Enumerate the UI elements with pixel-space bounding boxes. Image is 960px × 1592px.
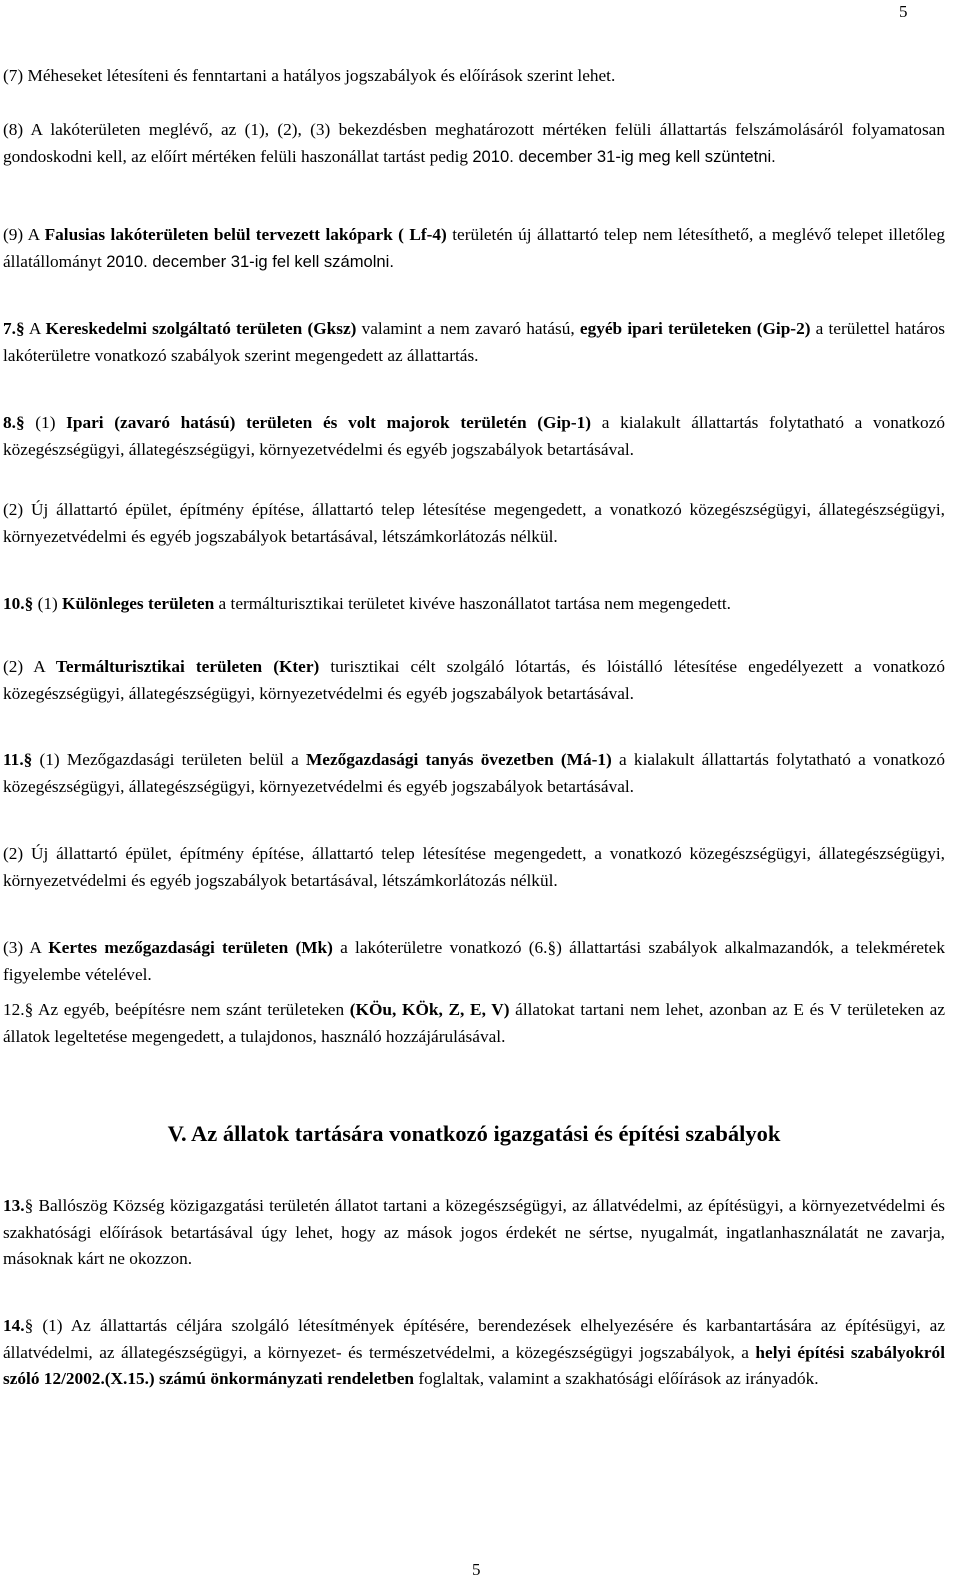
section-7-zone-gip2: egyéb ipari területeken (Gip-2) (579, 319, 811, 338)
chapter-heading: V. Az állatok tartására vonatkozó igazgatási és építési szabályok (167, 1121, 781, 1146)
section-14-number: 14. (3, 1316, 25, 1335)
section-11-zone-ma1: Mezőgazdasági tanyás övezetben (Má-1) (305, 750, 612, 769)
section-7-text-a: A (24, 319, 46, 338)
section-sign: § (23, 750, 33, 769)
section-sign: § (15, 413, 25, 432)
section-7-number: 7. (3, 319, 16, 338)
section-8-text-c: a kialakult állattartás folytatható a vonatkozó közegészségügyi, állategészségügyi, környezetvédelmi és egyéb jogszabályok betartásával. (3, 413, 945, 459)
section-11-3-text-d: ) állattartási szabályok alkalmazandók, a telekméretek figyelembe vételével. (3, 938, 945, 984)
section-10-paragraph-2 (3, 654, 945, 707)
section-12 (3, 997, 945, 1050)
section-14 (3, 1313, 945, 1393)
section-13-text: Ballószög Község közigazgatási területén állatot tartani a közegészségügyi, az állatvédelmi, az építésügyi, a környezetvédelmi és szakhatósági előírások betartásával úgy lehet, hogy az mások jogos érdekét ne sértse, nyugalmát, ingatlanhasználatát ne zavarja, másoknak kárt ne okozzon. (3, 1196, 945, 1269)
section-11-3-text-c: a lakóterületre vonatkozó (6. (332, 938, 548, 957)
section-14-text-a: (1) Az állattartás céljára szolgáló létesítmények építésére, berendezések elhelyezésére és karbantartására az építésügyi, az állatvédelmi, az állategészségügyi, a környezet- és természetvédelmi, a közegészségügyi jogszabályok, a (3, 1316, 945, 1362)
section-11-3-text-a: (3) A (3, 938, 49, 957)
section-7-text-c: valamint a nem zavaró hatású, (356, 319, 580, 338)
section-10-2-text-a: (2) A (3, 657, 56, 676)
paragraph-9-zone: Falusias lakóterületen belül tervezett lakópark ( Lf-4) (44, 225, 447, 244)
section-14-regulation: helyi építési szabályokról szóló 12/2002.(X.15.) számú önkormányzati rendeletben (3, 1342, 945, 1389)
page-number-top: 5 (899, 2, 908, 21)
section-sign: § (547, 938, 557, 957)
section-7-text-e: a területtel határos lakóterületre vonatkozó szabályok szerint megengedett az állattartás. (3, 319, 945, 365)
section-11-3-zone-mk: Kertes mezőgazdasági területen (Mk) (48, 938, 333, 957)
section-7 (3, 316, 945, 369)
section-11-number: 11. (3, 750, 24, 769)
section-12-zones: (KÖu, KÖk, Z, E, V) (349, 1000, 510, 1019)
paragraph-9-deadline: 2010. december 31-ig fel kell számolni. (106, 251, 394, 271)
section-11-paragraph-2: (2) Új állattartó épület, építmény építése, állattartó telep létesítése megengedett, a vonatkozó közegészségügyi, állategészségügyi, környezetvédelmi és egyéb jogszabályok betartásával, létszámkorlátozás nélkül. (3, 844, 945, 890)
paragraph-9-text-a: (9) A (3, 225, 45, 244)
paragraph-9 (3, 222, 945, 275)
page-number-bottom: 5 (472, 1560, 481, 1579)
section-12-text-c: állatokat tartani nem lehet, azonban az E és V területeken az állatok legeltetése megengedett, a tulajdonos, használó hozzájárulásával. (3, 1000, 945, 1046)
section-10-2-zone-kter: Termálturisztikai területen (Kter) (55, 657, 320, 676)
paragraph-7: (7) Méheseket létesíteni és fenntartani a hatályos jogszabályok és előírások szerint lehet. (3, 66, 616, 85)
section-10-2-text-c: turisztikai célt szolgáló lótartás, és lóistálló létesítése engedélyezett a vonatkozó közegészségügyi, állategészségügyi, környezetvédelmi és egyéb jogszabályok betartásával. (3, 657, 945, 703)
section-12-text-a: Az egyéb, beépítésre nem szánt területeken (33, 1000, 350, 1019)
section-11-text-c: a kialakult állattartás folytatható a vonatkozó közegészségügyi, állategészségügyi, környezetvédelmi és egyéb jogszabályok betartásával. (3, 750, 945, 796)
section-11-text-a: (1) Mezőgazdasági területen belül a (32, 750, 306, 769)
section-12-number: 12. (3, 1000, 25, 1019)
paragraph-8-text: (8) A lakóterületen meglévő, az (1), (2), (3) bekezdésben meghatározott mértéken felüli állattartás felszámolásáról folyamatosan gondoskodni kell, az előírt mértéken felüli haszonállat tartást pedig (3, 120, 945, 166)
section-7-zone-gksz: Kereskedelmi szolgáltató területen (Gksz) (45, 319, 357, 338)
section-sign: § (24, 1000, 34, 1019)
section-8-text-a: (1) (24, 413, 67, 432)
section-13-number: 13. (3, 1196, 25, 1215)
section-sign: § (24, 594, 34, 613)
section-10 (3, 591, 945, 618)
section-10-number: 10. (3, 594, 25, 613)
section-8 (3, 410, 945, 463)
section-10-text-c: a termálturisztikai területet kivéve haszonállatot tartása nem megengedett. (214, 594, 731, 613)
section-sign: § (15, 319, 25, 338)
section-11 (3, 747, 945, 800)
section-8-zone-gip1: Ipari (zavaró hatású) területen és volt majorok területén (Gip-1) (66, 413, 592, 432)
section-14-text-c: foglaltak, valamint a szakhatósági előírások az irányadók. (414, 1369, 819, 1389)
section-sign: § (24, 1316, 34, 1335)
section-sign: § (24, 1196, 34, 1215)
section-10-zone: Különleges területen (62, 594, 215, 613)
section-13 (3, 1193, 945, 1273)
section-10-text-a: (1) (33, 594, 63, 613)
section-11-paragraph-3 (3, 935, 945, 988)
section-8-paragraph-2: (2) Új állattartó épület, építmény építése, állattartó telep létesítése megengedett, a vonatkozó közegészségügyi, állategészségügyi, környezetvédelmi és egyéb jogszabályok betartásával, létszámkorlátozás nélkül. (3, 500, 945, 546)
section-8-number: 8. (3, 413, 16, 432)
paragraph-9-text-c: területén új állattartó telep nem létesíthető, a meglévő telepet illetőleg állatállományt (3, 225, 945, 271)
paragraph-8-deadline: 2010. december 31-ig meg kell szüntetni. (472, 146, 776, 166)
paragraph-8 (3, 117, 945, 170)
